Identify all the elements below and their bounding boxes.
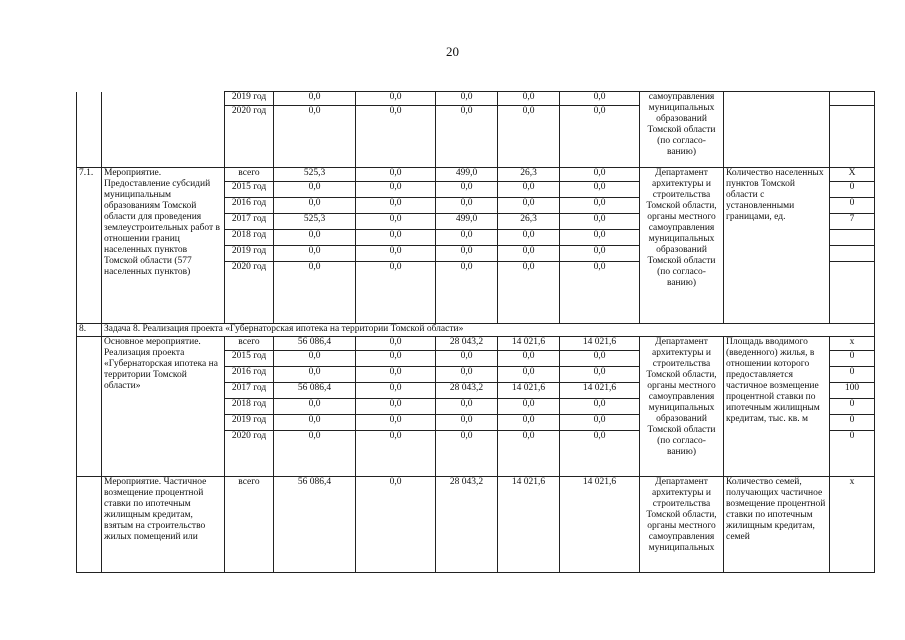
value-cell: 0,0 bbox=[560, 106, 640, 168]
value-cell: 499,0 bbox=[436, 214, 498, 230]
value-cell: 0,0 bbox=[274, 399, 356, 415]
executor-cell: Департамент архитектуры и строительства Томской области, органы местного самоуправления муниципальных образований Томской области (по согласо- ванию) bbox=[640, 168, 724, 324]
value-cell: 14 021,6 bbox=[498, 337, 560, 351]
value-cell: 28 043,2 bbox=[436, 383, 498, 399]
value-cell: 0,0 bbox=[498, 92, 560, 106]
value-cell: 0,0 bbox=[356, 477, 436, 573]
indicator-value-cell: х bbox=[830, 477, 875, 573]
indicator-value-cell: 0 bbox=[830, 367, 875, 383]
table-row bbox=[77, 168, 875, 182]
task-row bbox=[77, 324, 875, 337]
value-cell: 0,0 bbox=[274, 182, 356, 198]
value-cell: 0,0 bbox=[436, 262, 498, 324]
executor-cell: самоуправления муниципальных образований Томской области (по согласо- ванию) bbox=[640, 92, 724, 168]
table-row bbox=[77, 477, 875, 573]
value-cell: 0,0 bbox=[274, 198, 356, 214]
indicator-value-cell bbox=[830, 262, 875, 324]
value-cell: 0,0 bbox=[560, 431, 640, 477]
value-cell: 0,0 bbox=[356, 351, 436, 367]
value-cell: 0,0 bbox=[560, 262, 640, 324]
indicator-value-cell bbox=[830, 230, 875, 246]
year-cell: 2019 год bbox=[225, 246, 274, 262]
value-cell: 0,0 bbox=[356, 92, 436, 106]
value-cell: 14 021,6 bbox=[560, 383, 640, 399]
item-name: Основное мероприятие. Реализация проекта «Губернаторская ипотека на территории Томской области» bbox=[102, 337, 225, 477]
year-cell: 2020 год bbox=[225, 106, 274, 168]
value-cell: 0,0 bbox=[274, 106, 356, 168]
year-cell: 2017 год bbox=[225, 383, 274, 399]
value-cell: 499,0 bbox=[436, 168, 498, 182]
indicator-value-cell: 7 bbox=[830, 214, 875, 230]
year-cell: 2018 год bbox=[225, 230, 274, 246]
indicator-value-cell: 0 bbox=[830, 198, 875, 214]
year-cell: 2020 год bbox=[225, 431, 274, 477]
executor-cell: Департамент архитектуры и строительства Томской области, органы местного самоуправления муниципальных bbox=[640, 477, 724, 573]
value-cell: 0,0 bbox=[560, 198, 640, 214]
indicator-value-cell: х bbox=[830, 337, 875, 351]
value-cell: 0,0 bbox=[274, 92, 356, 106]
value-cell: 0,0 bbox=[436, 246, 498, 262]
value-cell: 0,0 bbox=[436, 399, 498, 415]
indicator-value-cell: 100 bbox=[830, 383, 875, 399]
indicator-value-cell: 0 bbox=[830, 351, 875, 367]
value-cell: 0,0 bbox=[356, 383, 436, 399]
value-cell: 0,0 bbox=[274, 246, 356, 262]
year-cell: 2016 год bbox=[225, 198, 274, 214]
year-cell: всего bbox=[225, 337, 274, 351]
year-cell: 2019 год bbox=[225, 415, 274, 431]
task-title: Задача 8. Реализация проекта «Губернаторская ипотека на территории Томской области» bbox=[102, 324, 875, 337]
value-cell: 0,0 bbox=[356, 168, 436, 182]
value-cell: 0,0 bbox=[356, 198, 436, 214]
year-cell: 2016 год bbox=[225, 367, 274, 383]
item-name: Мероприятие. Частичное возмещение процентной ставки по ипотечным жилищным кредитам, взятым на строительство жилых помещений или bbox=[102, 477, 225, 573]
value-cell: 0,0 bbox=[498, 262, 560, 324]
item-name bbox=[102, 92, 225, 168]
indicator-cell: Количество населенных пунктов Томской области с установленными границами, ед. bbox=[724, 168, 830, 324]
value-cell: 0,0 bbox=[274, 367, 356, 383]
value-cell: 0,0 bbox=[498, 230, 560, 246]
value-cell: 0,0 bbox=[356, 230, 436, 246]
value-cell: 0,0 bbox=[436, 351, 498, 367]
indicator-value-cell bbox=[830, 92, 875, 106]
value-cell: 0,0 bbox=[274, 230, 356, 246]
value-cell: 0,0 bbox=[436, 182, 498, 198]
value-cell: 0,0 bbox=[560, 92, 640, 106]
year-cell: 2019 год bbox=[225, 92, 274, 106]
value-cell: 0,0 bbox=[436, 106, 498, 168]
item-number bbox=[77, 92, 102, 168]
table-row bbox=[77, 337, 875, 351]
value-cell: 0,0 bbox=[498, 351, 560, 367]
value-cell: 0,0 bbox=[356, 246, 436, 262]
value-cell: 0,0 bbox=[436, 431, 498, 477]
value-cell: 0,0 bbox=[356, 431, 436, 477]
value-cell: 0,0 bbox=[356, 214, 436, 230]
year-cell: 2015 год bbox=[225, 182, 274, 198]
table-row bbox=[77, 92, 875, 106]
value-cell: 26,3 bbox=[498, 168, 560, 182]
value-cell: 28 043,2 bbox=[436, 337, 498, 351]
task-number: 8. bbox=[77, 324, 102, 337]
value-cell: 14 021,6 bbox=[498, 477, 560, 573]
value-cell: 0,0 bbox=[356, 106, 436, 168]
item-number: 7.1. bbox=[77, 168, 102, 324]
value-cell: 14 021,6 bbox=[560, 477, 640, 573]
value-cell: 0,0 bbox=[356, 262, 436, 324]
value-cell: 0,0 bbox=[436, 230, 498, 246]
value-cell: 0,0 bbox=[560, 415, 640, 431]
value-cell: 0,0 bbox=[560, 168, 640, 182]
year-cell: 2020 год bbox=[225, 262, 274, 324]
value-cell: 0,0 bbox=[560, 399, 640, 415]
value-cell: 0,0 bbox=[560, 367, 640, 383]
value-cell: 0,0 bbox=[498, 367, 560, 383]
item-number bbox=[77, 477, 102, 573]
value-cell: 0,0 bbox=[436, 92, 498, 106]
year-cell: 2017 год bbox=[225, 214, 274, 230]
indicator-value-cell: 0 bbox=[830, 399, 875, 415]
item-name: Мероприятие. Предоставление субсидий муниципальным образованиям Томской области для проведения землеустроительных работ в отношении границ населенных пунктов Томской области (577 населенных пунктов) bbox=[102, 168, 225, 324]
value-cell: 0,0 bbox=[356, 399, 436, 415]
value-cell: 525,3 bbox=[274, 168, 356, 182]
page-number: 20 bbox=[446, 44, 459, 59]
value-cell: 56 086,4 bbox=[274, 383, 356, 399]
value-cell: 0,0 bbox=[498, 182, 560, 198]
indicator-cell: Площадь вводимого (введенного) жилья, в отношении которого предоставляется частичное возмещение процентной ставки по ипотечным жилищным кредитам, тыс. кв. м bbox=[724, 337, 830, 477]
value-cell: 0,0 bbox=[436, 198, 498, 214]
value-cell: 0,0 bbox=[436, 367, 498, 383]
value-cell: 0,0 bbox=[356, 415, 436, 431]
executor-cell: Департамент архитектуры и строительства Томской области, органы местного самоуправления муниципальных образований Томской области (по согласо- ванию) bbox=[640, 337, 724, 477]
indicator-cell: Количество семей, получающих частичное возмещение процентной ставки по ипотечным жилищным кредитам, семей bbox=[724, 477, 830, 573]
value-cell: 14 021,6 bbox=[560, 337, 640, 351]
value-cell: 56 086,4 bbox=[274, 477, 356, 573]
value-cell: 0,0 bbox=[498, 246, 560, 262]
value-cell: 0,0 bbox=[356, 182, 436, 198]
value-cell: 26,3 bbox=[498, 214, 560, 230]
value-cell: 0,0 bbox=[498, 431, 560, 477]
indicator-value-cell bbox=[830, 106, 875, 168]
value-cell: 28 043,2 bbox=[436, 477, 498, 573]
value-cell: 0,0 bbox=[274, 351, 356, 367]
value-cell: 0,0 bbox=[560, 351, 640, 367]
indicator-value-cell: 0 bbox=[830, 415, 875, 431]
year-cell: 2018 год bbox=[225, 399, 274, 415]
indicator-value-cell: 0 bbox=[830, 431, 875, 477]
value-cell: 0,0 bbox=[356, 337, 436, 351]
item-number bbox=[77, 337, 102, 477]
value-cell: 0,0 bbox=[560, 214, 640, 230]
value-cell: 0,0 bbox=[560, 246, 640, 262]
year-cell: всего bbox=[225, 477, 274, 573]
value-cell: 0,0 bbox=[560, 182, 640, 198]
value-cell: 0,0 bbox=[498, 198, 560, 214]
value-cell: 0,0 bbox=[356, 367, 436, 383]
value-cell: 14 021,6 bbox=[498, 383, 560, 399]
value-cell: 0,0 bbox=[274, 431, 356, 477]
value-cell: 0,0 bbox=[498, 399, 560, 415]
value-cell: 0,0 bbox=[498, 106, 560, 168]
indicator-cell bbox=[724, 92, 830, 168]
value-cell: 56 086,4 bbox=[274, 337, 356, 351]
indicator-value-cell: Х bbox=[830, 168, 875, 182]
indicator-value-cell bbox=[830, 246, 875, 262]
value-cell: 0,0 bbox=[436, 415, 498, 431]
value-cell: 525,3 bbox=[274, 214, 356, 230]
year-cell: 2015 год bbox=[225, 351, 274, 367]
value-cell: 0,0 bbox=[274, 262, 356, 324]
value-cell: 0,0 bbox=[498, 415, 560, 431]
year-cell: всего bbox=[225, 168, 274, 182]
value-cell: 0,0 bbox=[274, 415, 356, 431]
indicator-value-cell: 0 bbox=[830, 182, 875, 198]
value-cell: 0,0 bbox=[560, 230, 640, 246]
budget-table bbox=[76, 91, 875, 573]
